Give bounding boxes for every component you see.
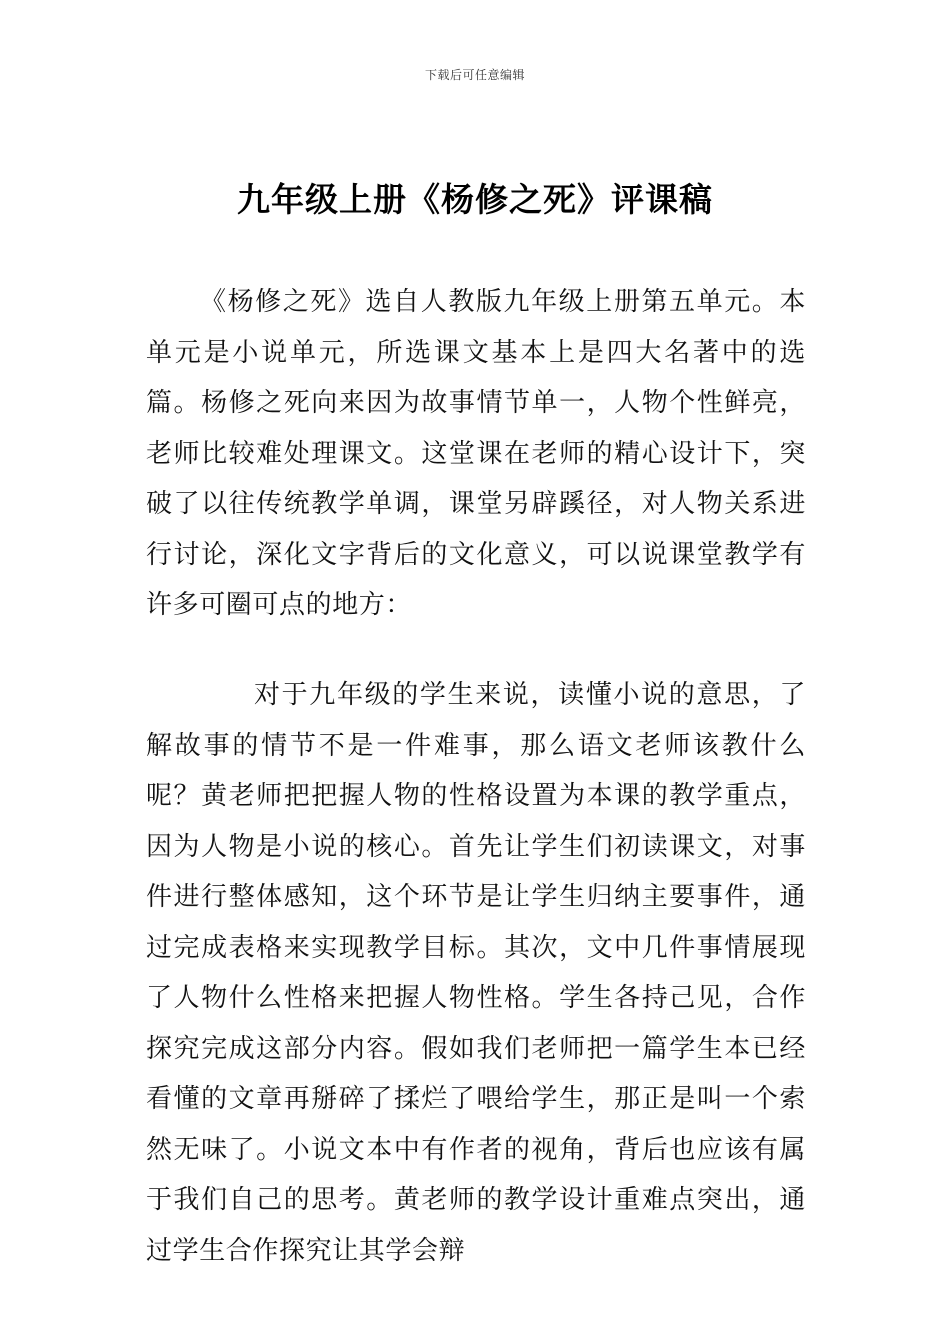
document-title: 九年级上册《杨修之死》评课稿 xyxy=(237,180,713,219)
paragraph-body: 对于九年级的学生来说，读懂小说的意思，了解故事的情节不是一件难事，那么语文老师该教什么呢？黄老师把把握人物的性格设置为本课的教学重点，因为人物是小说的核心。首先让学生们初读课文，对事件进行整体感知，这个环节是让学生归纳主要事件，通过完成表格来实现教学目标。其次，文中几件事情展现了人物什么性格来把握人物性格。学生各持己见，合作探究完成这部分内容。假如我们老师把一篇学生本已经看懂的文章再掰碎了揉烂了喂给学生，那正是叫一个索然无味了。小说文本中有作者的视角，背后也应该有属于我们自己的思考。黄老师的教学设计重难点突出，通过学生合作探究让其学会辩 xyxy=(146,680,806,1266)
paragraph-intro: 《杨修之死》选自人教版九年级上册第五单元。本单元是小说单元，所选课文基本上是四大名著中的选篇。杨修之死向来因为故事情节单一，人物个性鲜亮，老师比较难处理课文。这堂课在老师的精心设计下，突破了以往传统教学单调，课堂另辟蹊径，对人物关系进行讨论，深化文字背后的文化意义，可以说课堂教学有许多可圈可点的地方： xyxy=(146,287,806,620)
header-note: 下载后可任意编辑 xyxy=(424,68,525,82)
